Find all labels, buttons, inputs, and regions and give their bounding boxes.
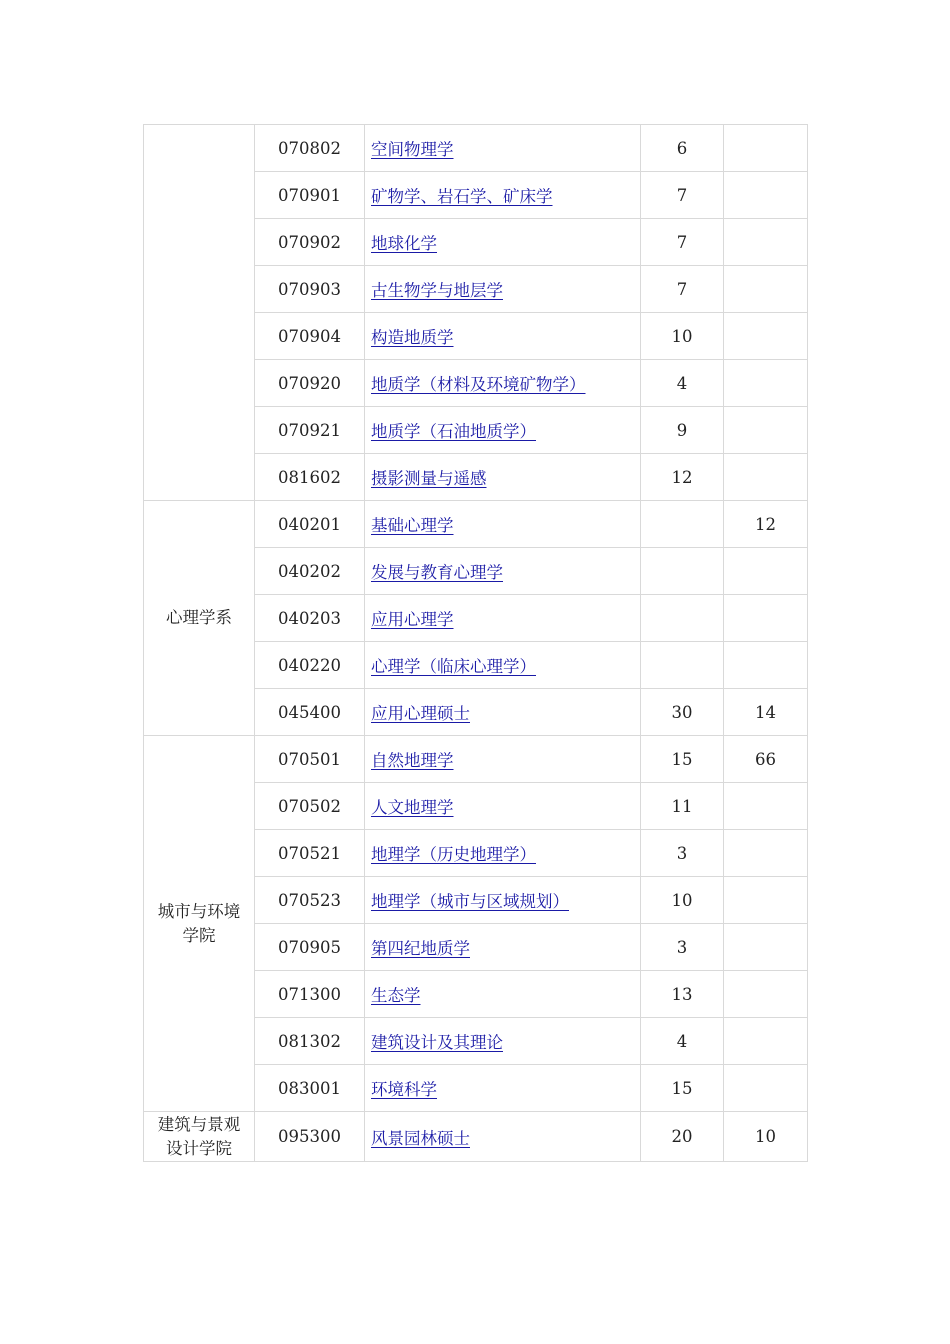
secondary-count xyxy=(724,219,808,266)
major-name-link[interactable]: 环境科学 xyxy=(371,1080,437,1099)
quota-count: 3 xyxy=(641,924,724,971)
major-name-link[interactable]: 空间物理学 xyxy=(371,140,454,159)
major-code: 045400 xyxy=(255,689,365,736)
secondary-count xyxy=(724,454,808,501)
department-cell xyxy=(144,736,255,1112)
major-name-link[interactable]: 地球化学 xyxy=(371,234,437,253)
department-name: 心理学系 xyxy=(166,608,232,627)
secondary-count xyxy=(724,125,808,172)
major-name-link[interactable]: 发展与教育心理学 xyxy=(371,563,503,582)
major-name-cell xyxy=(365,548,641,595)
secondary-count xyxy=(724,172,808,219)
major-code: 071300 xyxy=(255,971,365,1018)
admissions-table xyxy=(143,124,808,1162)
major-code: 070903 xyxy=(255,266,365,313)
major-name-cell xyxy=(365,219,641,266)
department-name: 城市与环境学院 xyxy=(157,901,241,945)
major-code: 083001 xyxy=(255,1065,365,1112)
major-name-link[interactable]: 地理学（历史地理学） xyxy=(371,845,536,864)
quota-count: 7 xyxy=(641,266,724,313)
major-name-cell xyxy=(365,689,641,736)
major-code: 070904 xyxy=(255,313,365,360)
major-name-cell xyxy=(365,642,641,689)
quota-count: 12 xyxy=(641,454,724,501)
major-code: 040202 xyxy=(255,548,365,595)
quota-count: 30 xyxy=(641,689,724,736)
major-name-link[interactable]: 构造地质学 xyxy=(371,328,454,347)
major-code: 081602 xyxy=(255,454,365,501)
major-code: 070501 xyxy=(255,736,365,783)
secondary-count xyxy=(724,360,808,407)
major-code: 070802 xyxy=(255,125,365,172)
major-code: 040220 xyxy=(255,642,365,689)
table-row xyxy=(144,501,808,548)
quota-count: 11 xyxy=(641,783,724,830)
secondary-count xyxy=(724,1018,808,1065)
major-name-cell xyxy=(365,125,641,172)
major-code: 070920 xyxy=(255,360,365,407)
major-name-cell xyxy=(365,971,641,1018)
major-code: 095300 xyxy=(255,1112,365,1162)
major-name-cell xyxy=(365,172,641,219)
major-name-link[interactable]: 建筑设计及其理论 xyxy=(371,1033,503,1052)
major-name-cell xyxy=(365,736,641,783)
quota-count xyxy=(641,642,724,689)
major-name-cell xyxy=(365,501,641,548)
quota-count xyxy=(641,501,724,548)
major-name-link[interactable]: 应用心理学 xyxy=(371,610,454,629)
major-code: 070905 xyxy=(255,924,365,971)
major-code: 070921 xyxy=(255,407,365,454)
major-code: 070502 xyxy=(255,783,365,830)
major-name-cell xyxy=(365,360,641,407)
quota-count: 10 xyxy=(641,877,724,924)
major-name-cell xyxy=(365,1112,641,1162)
secondary-count: 10 xyxy=(724,1112,808,1162)
department-name: 建筑与景观设计学院 xyxy=(157,1114,241,1158)
major-name-link[interactable]: 地质学（石油地质学） xyxy=(371,422,536,441)
major-name-cell xyxy=(365,1018,641,1065)
quota-count: 15 xyxy=(641,736,724,783)
major-name-link[interactable]: 古生物学与地层学 xyxy=(371,281,503,300)
major-code: 081302 xyxy=(255,1018,365,1065)
quota-count: 15 xyxy=(641,1065,724,1112)
major-name-link[interactable]: 生态学 xyxy=(371,986,421,1005)
major-name-link[interactable]: 基础心理学 xyxy=(371,516,454,535)
quota-count: 9 xyxy=(641,407,724,454)
quota-count: 3 xyxy=(641,830,724,877)
major-name-cell xyxy=(365,407,641,454)
department-cell xyxy=(144,1112,255,1162)
major-name-cell xyxy=(365,313,641,360)
quota-count xyxy=(641,595,724,642)
major-name-cell xyxy=(365,266,641,313)
secondary-count xyxy=(724,548,808,595)
major-code: 070523 xyxy=(255,877,365,924)
secondary-count xyxy=(724,266,808,313)
major-name-link[interactable]: 应用心理硕士 xyxy=(371,704,470,723)
secondary-count xyxy=(724,971,808,1018)
quota-count: 7 xyxy=(641,172,724,219)
quota-count xyxy=(641,548,724,595)
secondary-count xyxy=(724,877,808,924)
table-row xyxy=(144,125,808,172)
major-name-link[interactable]: 人文地理学 xyxy=(371,798,454,817)
table-row xyxy=(144,736,808,783)
table-body xyxy=(144,125,808,1162)
table-row xyxy=(144,1112,808,1162)
major-code: 040201 xyxy=(255,501,365,548)
secondary-count xyxy=(724,313,808,360)
quota-count: 10 xyxy=(641,313,724,360)
secondary-count xyxy=(724,642,808,689)
major-name-link[interactable]: 地质学（材料及环境矿物学） xyxy=(371,375,586,394)
secondary-count xyxy=(724,830,808,877)
secondary-count: 12 xyxy=(724,501,808,548)
major-name-cell xyxy=(365,830,641,877)
major-name-link[interactable]: 第四纪地质学 xyxy=(371,939,470,958)
secondary-count xyxy=(724,924,808,971)
quota-count: 20 xyxy=(641,1112,724,1162)
major-name-cell xyxy=(365,783,641,830)
major-name-link[interactable]: 地理学（城市与区域规划） xyxy=(371,892,569,911)
major-name-link[interactable]: 摄影测量与遥感 xyxy=(371,469,487,488)
major-name-cell xyxy=(365,1065,641,1112)
major-name-link[interactable]: 风景园林硕士 xyxy=(371,1128,470,1148)
major-name-cell xyxy=(365,454,641,501)
major-name-cell xyxy=(365,595,641,642)
major-code: 040203 xyxy=(255,595,365,642)
quota-count: 6 xyxy=(641,125,724,172)
secondary-count xyxy=(724,407,808,454)
major-name-cell xyxy=(365,924,641,971)
major-code: 070902 xyxy=(255,219,365,266)
major-name-link[interactable]: 自然地理学 xyxy=(371,751,454,770)
major-name-link[interactable]: 心理学（临床心理学） xyxy=(371,657,536,676)
secondary-count xyxy=(724,783,808,830)
quota-count: 4 xyxy=(641,1018,724,1065)
department-cell xyxy=(144,501,255,736)
major-code: 070521 xyxy=(255,830,365,877)
department-cell xyxy=(144,125,255,501)
major-name-link[interactable]: 矿物学、岩石学、矿床学 xyxy=(371,187,553,206)
secondary-count: 66 xyxy=(724,736,808,783)
major-code: 070901 xyxy=(255,172,365,219)
secondary-count xyxy=(724,595,808,642)
quota-count: 13 xyxy=(641,971,724,1018)
major-name-cell xyxy=(365,877,641,924)
secondary-count xyxy=(724,1065,808,1112)
quota-count: 4 xyxy=(641,360,724,407)
quota-count: 7 xyxy=(641,219,724,266)
secondary-count: 14 xyxy=(724,689,808,736)
